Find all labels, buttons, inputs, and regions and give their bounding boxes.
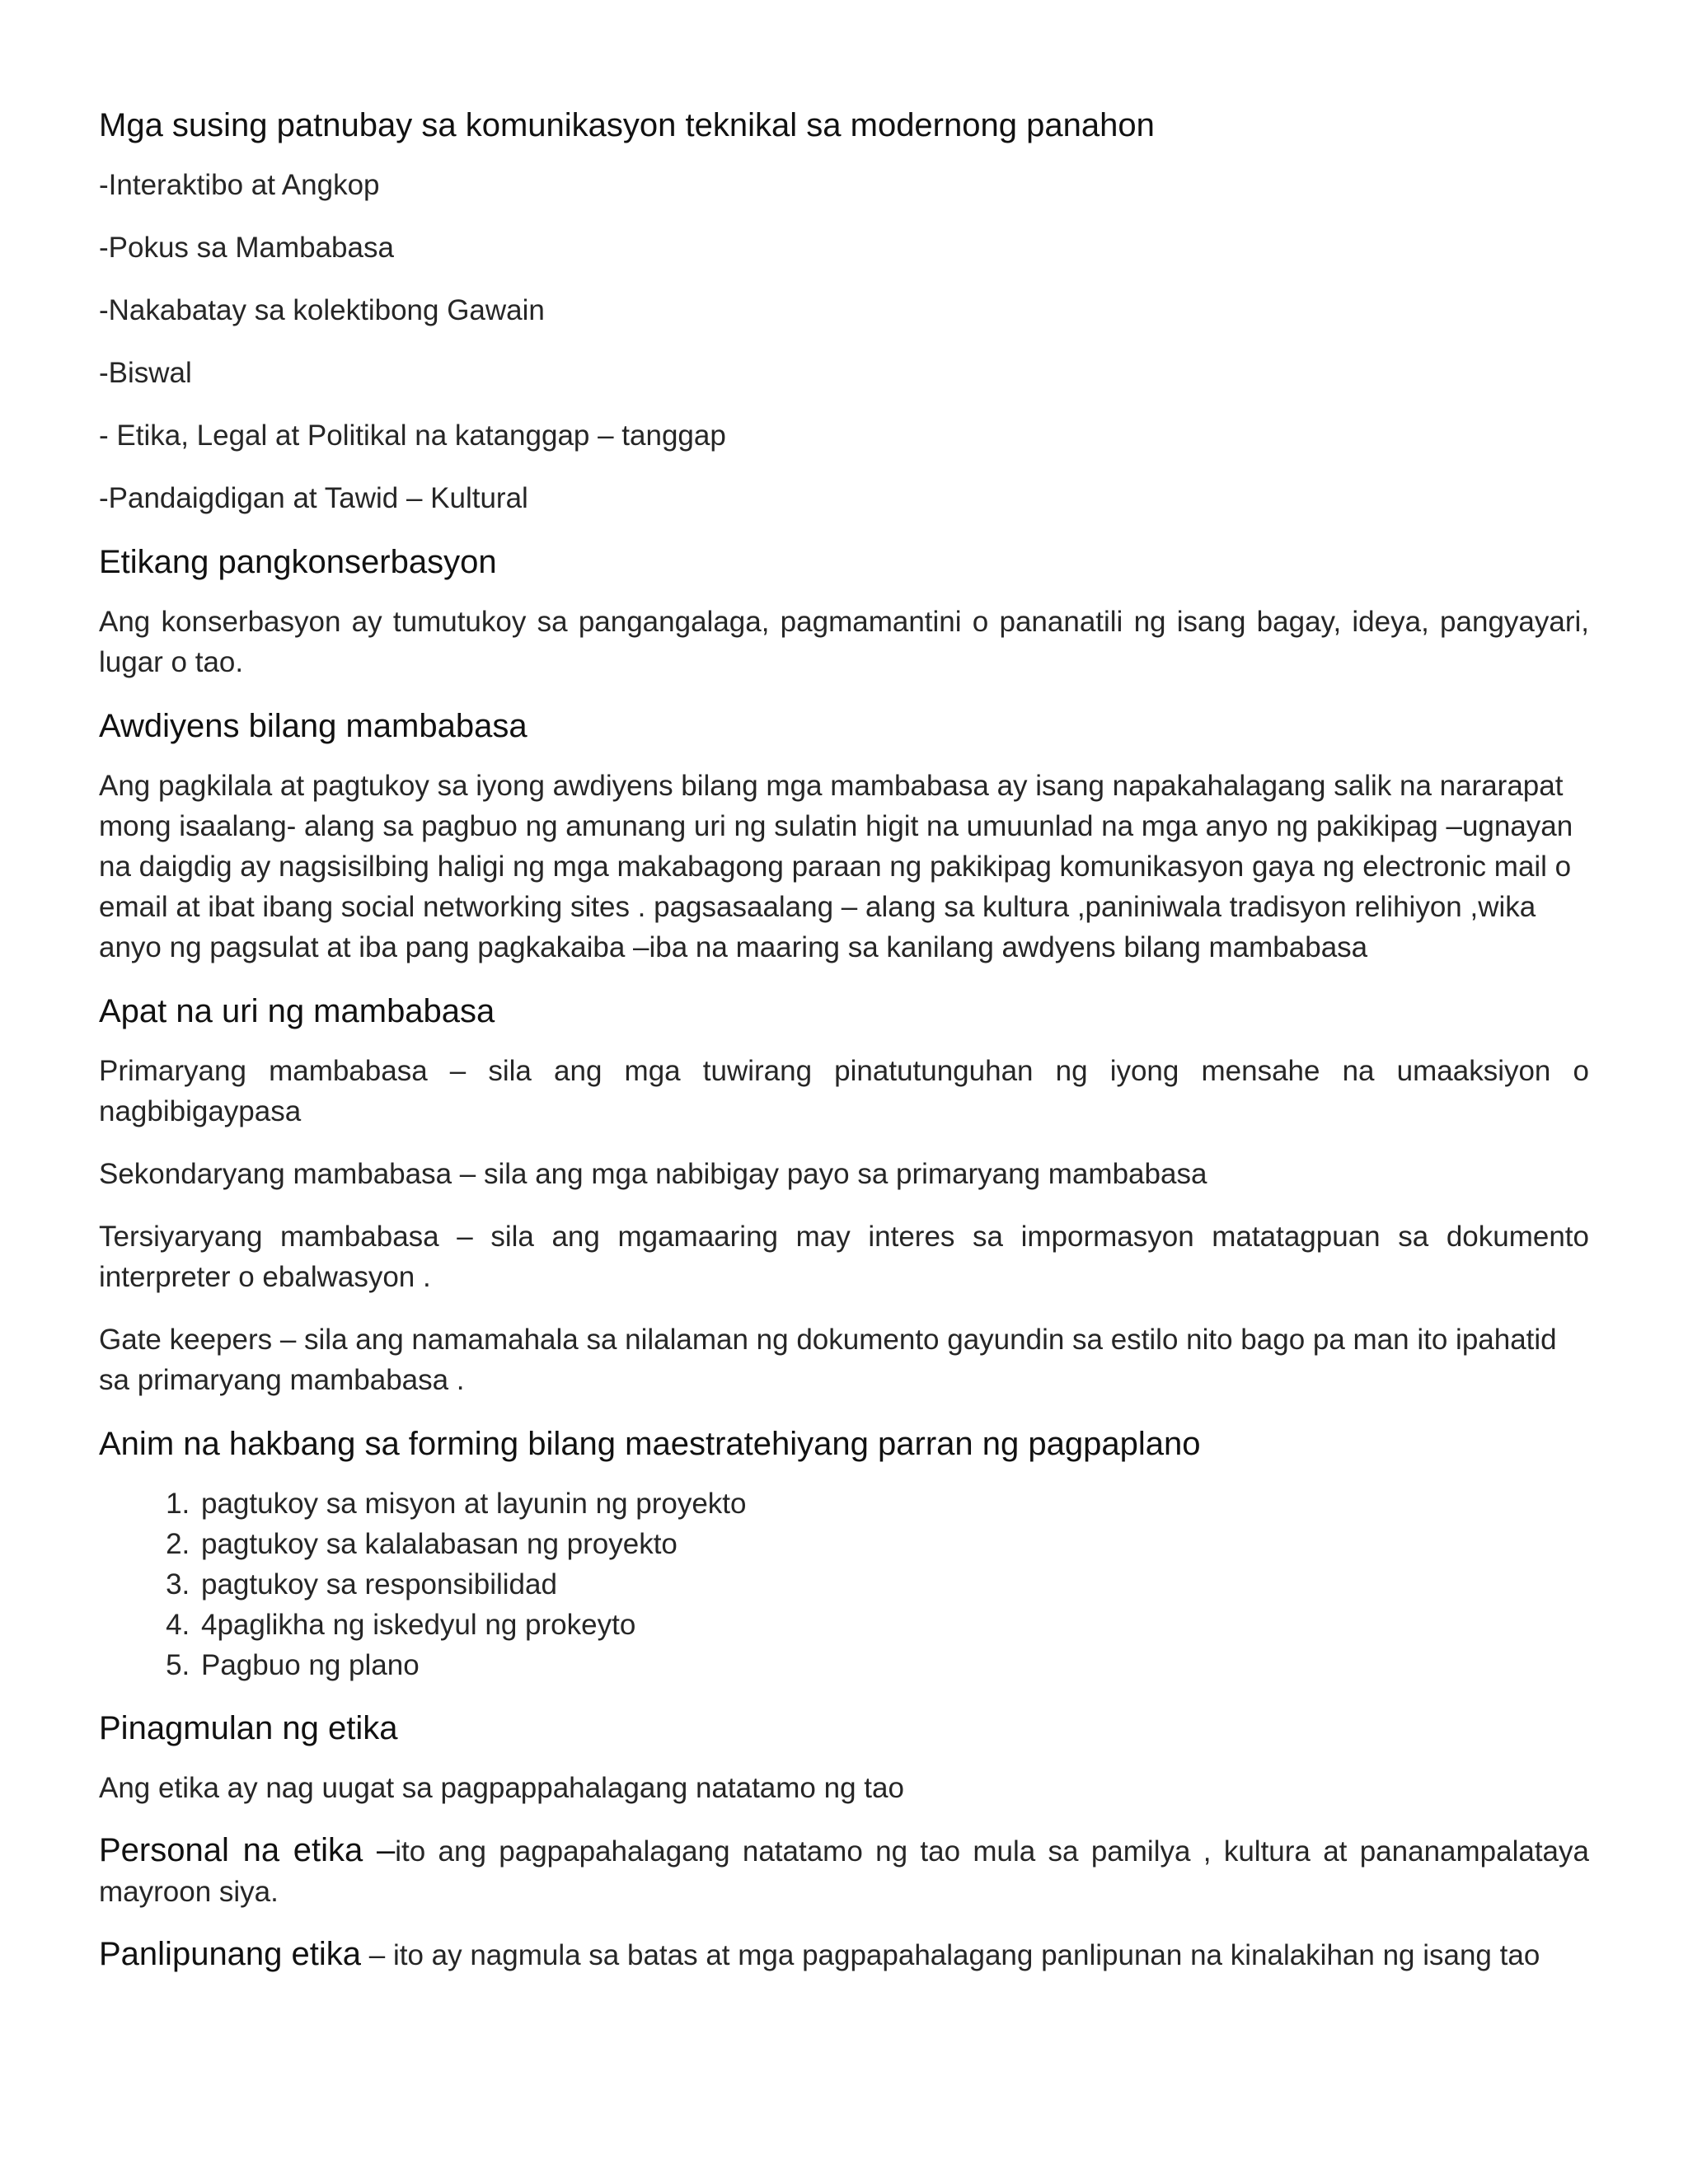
guideline-item: -Biswal xyxy=(99,357,192,389)
document-page xyxy=(99,97,1589,1998)
reader-type-paragraph: Tersiyaryang mambabasa – sila ang mgamaaring may interes sa impormasyon matatagpuan sa dokumento interpreter o ebalwasyon . xyxy=(99,1221,1589,1293)
list-item: 5. Pagbuo ng plano xyxy=(198,1645,1589,1685)
social-ethics-paragraph xyxy=(99,1934,1589,1975)
reader-type-paragraph: Gate keepers – sila ang namamahala sa nilalaman ng dokumento gayundin sa estilo nito bago pa man ito ipahatid sa primaryang mambabasa . xyxy=(99,1324,1557,1396)
guideline-item: -Nakabatay sa kolektibong Gawain xyxy=(99,294,545,326)
list-item: 2. pagtukoy sa kalalabasan ng proyekto xyxy=(198,1524,1589,1564)
reader-type-paragraph: Sekondaryang mambabasa – sila ang mga nabibigay payo sa primaryang mambabasa xyxy=(99,1158,1207,1190)
audience-paragraph: Ang pagkilala at pagtukoy sa iyong awdiyens bilang mga mambabasa ay isang napakahalagang salik na nararapat mong isaalang- alang sa pagbuo ng amunang uri ng sulatin higit na umuunlad na mga anyo ng pakikipag –ugnayan na daigdig ay nagsisilbing haligi ng mga makabagong paraan ng pakikipag komunikasyon gaya ng electronic mail o email at ibat ibang social networking sites . pagsasaalang – alang sa kultura ,paniniwala tradisyon relihiyon ,wika anyo ng pagsulat at iba pang pagkakaiba –iba na maaring sa kanilang awdyens bilang mambabasa xyxy=(99,770,1573,963)
reader-type-paragraph: Primaryang mambabasa – sila ang mga tuwirang pinatutunguhan ng iyong mensahe na umaaksiyon o nagbibigaypasa xyxy=(99,1055,1589,1127)
personal-ethics-paragraph xyxy=(99,1830,1589,1912)
personal-ethics-text: ito ang pagpapahalagang natatamo ng tao mula sa pamilya , kultura at pananampalataya mayroon siya. xyxy=(99,1835,1589,1908)
document-title: Mga susing patnubay sa komunikasyon teknikal sa modernong panahon xyxy=(99,107,1155,143)
ethics-paragraph: Ang etika ay nag uugat sa pagpappahalagang natatamo ng tao xyxy=(99,1772,904,1804)
guideline-item: - Etika, Legal at Politikal na katanggap – tanggap xyxy=(99,419,726,452)
section-heading-steps: Anim na hakbang sa forming bilang maestratehiyang parran ng pagpaplano xyxy=(99,1426,1201,1462)
steps-list xyxy=(99,1483,1589,1685)
section-heading-readers: Apat na uri ng mambabasa xyxy=(99,993,495,1029)
section-heading-audience: Awdiyens bilang mambabasa xyxy=(99,708,528,744)
guidelines-list xyxy=(99,165,1589,518)
section-heading-ethics: Pinagmulan ng etika xyxy=(99,1710,398,1746)
social-ethics-term: Panlipunang etika xyxy=(99,1936,362,1972)
list-item: 4. 4paglikha ng iskedyul ng prokeyto xyxy=(198,1605,1589,1645)
section-heading-conservation: Etikang pangkonserbasyon xyxy=(99,544,497,580)
personal-ethics-term: Personal na etika – xyxy=(99,1832,396,1868)
list-item: 3. pagtukoy sa responsibilidad xyxy=(198,1564,1589,1605)
guideline-item: -Pokus sa Mambabasa xyxy=(99,232,394,264)
social-ethics-text: – ito ay nagmula sa batas at mga pagpapahalagang panlipunan na kinalakihan ng isang tao xyxy=(361,1939,1540,1971)
guideline-item: -Pandaigdigan at Tawid – Kultural xyxy=(99,482,528,514)
conservation-paragraph: Ang konserbasyon ay tumutukoy sa pangangalaga, pagmamantini o pananatili ng isang bagay, ideya, pangyayari, lugar o tao. xyxy=(99,606,1589,678)
guideline-item: -Interaktibo at Angkop xyxy=(99,169,380,201)
list-item: 1. pagtukoy sa misyon at layunin ng proyekto xyxy=(198,1483,1589,1524)
